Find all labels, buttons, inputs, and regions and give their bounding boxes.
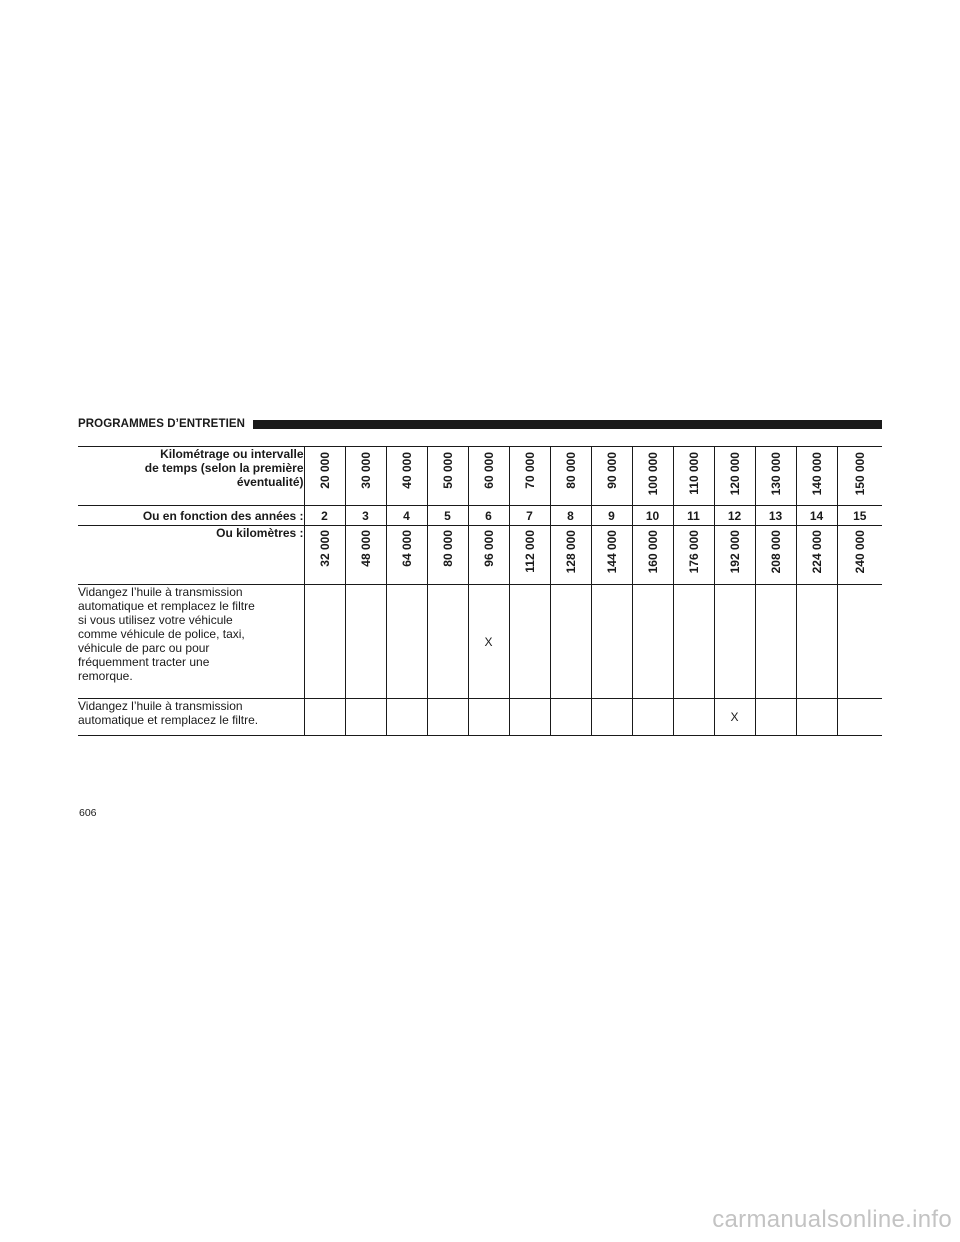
task-row xyxy=(78,699,882,736)
interval-cell-text: 110 000 xyxy=(686,452,701,495)
interval-cell xyxy=(427,447,468,506)
kilometer-cell-text: 48 000 xyxy=(358,530,373,567)
schedule-mark-cell xyxy=(837,699,882,736)
kilometer-cell xyxy=(427,526,468,585)
interval-cell xyxy=(386,447,427,506)
kilometers-row xyxy=(78,526,882,585)
year-cell: 13 xyxy=(755,506,796,526)
schedule-mark-cell xyxy=(796,699,837,736)
kilometer-cell xyxy=(632,526,673,585)
schedule-mark-cell: X xyxy=(714,699,755,736)
interval-cell-text: 70 000 xyxy=(522,452,537,489)
interval-row-label xyxy=(78,447,304,506)
year-cell: 5 xyxy=(427,506,468,526)
interval-label-line: de temps (selon la première xyxy=(144,461,304,475)
interval-cell-text: 50 000 xyxy=(440,452,455,489)
schedule-mark-cell xyxy=(345,585,386,699)
year-cell: 14 xyxy=(796,506,837,526)
task-line: automatique et remplacez le filtre xyxy=(78,599,255,613)
interval-cell xyxy=(796,447,837,506)
kilometer-cell xyxy=(509,526,550,585)
interval-cell xyxy=(755,447,796,506)
years-row-label: Ou en fonction des années : xyxy=(78,506,304,526)
kilometer-cell xyxy=(591,526,632,585)
year-cell: 15 xyxy=(837,506,882,526)
kilometer-cell xyxy=(386,526,427,585)
schedule-mark-cell xyxy=(386,585,427,699)
interval-cell-text: 20 000 xyxy=(317,452,332,489)
schedule-mark-cell xyxy=(755,699,796,736)
schedule-mark-cell xyxy=(304,585,345,699)
kilometer-cell-text: 32 000 xyxy=(317,530,332,567)
interval-cell-text: 100 000 xyxy=(645,452,660,496)
year-cell: 8 xyxy=(550,506,591,526)
schedule-mark-cell xyxy=(796,585,837,699)
interval-cell xyxy=(550,447,591,506)
kilometer-cell xyxy=(755,526,796,585)
years-row xyxy=(78,506,882,526)
schedule-mark-cell xyxy=(386,699,427,736)
year-cell: 7 xyxy=(509,506,550,526)
watermark: carmanualsonline.info xyxy=(712,1206,952,1233)
kilometer-cell-text: 144 000 xyxy=(604,530,619,574)
interval-cell xyxy=(673,447,714,506)
task-line: véhicule de parc ou pour xyxy=(78,641,210,655)
kilometer-cell xyxy=(468,526,509,585)
year-cell: 2 xyxy=(304,506,345,526)
kilometer-cell-text: 128 000 xyxy=(563,530,578,574)
schedule-mark-cell xyxy=(755,585,796,699)
schedule-mark-cell xyxy=(591,699,632,736)
year-cell: 11 xyxy=(673,506,714,526)
year-cell: 6 xyxy=(468,506,509,526)
kilometer-cell-text: 96 000 xyxy=(481,530,496,567)
interval-cell-text: 80 000 xyxy=(563,452,578,489)
task-line: fréquemment tracter une xyxy=(78,655,210,669)
interval-row xyxy=(78,447,882,506)
task-line: remorque. xyxy=(78,669,133,683)
schedule-mark-cell xyxy=(837,585,882,699)
interval-cell-text: 90 000 xyxy=(604,452,619,489)
interval-cell-text: 40 000 xyxy=(399,452,414,489)
year-cell: 4 xyxy=(386,506,427,526)
schedule-mark-cell xyxy=(468,699,509,736)
interval-cell-text: 60 000 xyxy=(481,452,496,489)
interval-cell xyxy=(632,447,673,506)
interval-cell-text: 140 000 xyxy=(809,452,824,496)
page-number: 606 xyxy=(79,807,97,819)
schedule-mark-cell xyxy=(673,699,714,736)
interval-label-line: éventualité) xyxy=(236,475,304,489)
schedule-mark-cell xyxy=(427,699,468,736)
schedule-mark-cell xyxy=(632,699,673,736)
year-cell: 9 xyxy=(591,506,632,526)
interval-cell xyxy=(714,447,755,506)
interval-cell xyxy=(345,447,386,506)
kilometer-cell-text: 224 000 xyxy=(809,530,824,574)
kilometers-row-label: Ou kilomètres : xyxy=(78,526,304,585)
maintenance-schedule-table xyxy=(78,446,882,736)
schedule-mark-cell xyxy=(345,699,386,736)
section-header xyxy=(78,416,882,432)
interval-cell-text: 130 000 xyxy=(768,452,783,496)
kilometer-cell xyxy=(345,526,386,585)
kilometer-cell-text: 192 000 xyxy=(727,530,742,574)
schedule-mark-cell xyxy=(550,585,591,699)
schedule-mark-cell xyxy=(509,699,550,736)
interval-cell-text: 30 000 xyxy=(358,452,373,489)
schedule-mark-cell xyxy=(673,585,714,699)
task-row xyxy=(78,585,882,699)
schedule-mark-cell xyxy=(591,585,632,699)
task-line: comme véhicule de police, taxi, xyxy=(78,627,245,641)
kilometer-cell-text: 64 000 xyxy=(399,530,414,567)
interval-cell-text: 150 000 xyxy=(852,452,867,496)
schedule-mark-cell xyxy=(427,585,468,699)
kilometer-cell-text: 208 000 xyxy=(768,530,783,574)
interval-cell xyxy=(509,447,550,506)
interval-cell xyxy=(468,447,509,506)
kilometer-cell xyxy=(304,526,345,585)
kilometer-cell-text: 176 000 xyxy=(686,530,701,574)
kilometer-cell xyxy=(550,526,591,585)
kilometer-cell xyxy=(673,526,714,585)
task-description xyxy=(78,699,304,736)
year-cell: 12 xyxy=(714,506,755,526)
year-cell: 10 xyxy=(632,506,673,526)
task-line: automatique et remplacez le filtre. xyxy=(78,713,259,727)
schedule-mark-cell xyxy=(714,585,755,699)
section-title-bar xyxy=(253,420,882,429)
kilometer-cell-text: 80 000 xyxy=(440,530,455,567)
year-cell: 3 xyxy=(345,506,386,526)
task-line: si vous utilisez votre véhicule xyxy=(78,613,233,627)
section-title: PROGRAMMES D’ENTRETIEN xyxy=(78,418,246,430)
kilometer-cell-text: 160 000 xyxy=(645,530,660,574)
kilometer-cell-text: 240 000 xyxy=(852,530,867,574)
kilometer-cell-text: 112 000 xyxy=(522,530,537,573)
kilometer-cell xyxy=(714,526,755,585)
task-description xyxy=(78,585,304,699)
interval-cell xyxy=(591,447,632,506)
kilometer-cell xyxy=(796,526,837,585)
schedule-mark-cell: X xyxy=(468,585,509,699)
schedule-mark-cell xyxy=(632,585,673,699)
schedule-mark-cell xyxy=(304,699,345,736)
interval-label-line: Kilométrage ou intervalle xyxy=(160,447,304,461)
schedule-mark-cell xyxy=(509,585,550,699)
interval-cell xyxy=(304,447,345,506)
kilometer-cell xyxy=(837,526,882,585)
task-line: Vidangez l’huile à transmission xyxy=(78,585,243,599)
interval-cell-text: 120 000 xyxy=(727,452,742,496)
interval-cell xyxy=(837,447,882,506)
task-line: Vidangez l’huile à transmission xyxy=(78,699,243,713)
schedule-mark-cell xyxy=(550,699,591,736)
